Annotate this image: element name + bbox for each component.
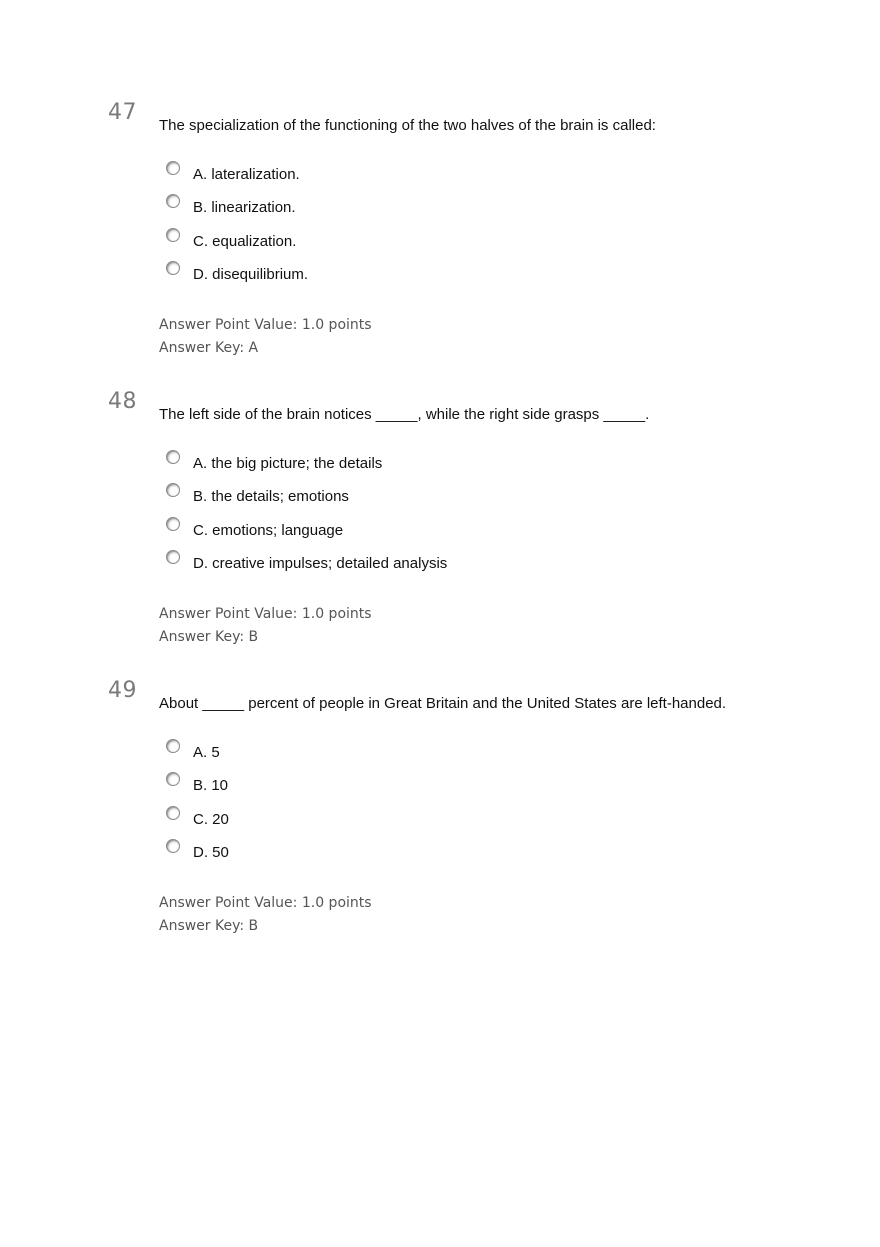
answer-options	[166, 449, 447, 582]
option-label: C. 20	[193, 810, 229, 828]
option-label: B. linearization.	[193, 199, 296, 217]
option-label: A. 5	[193, 744, 220, 761]
option-a[interactable]	[166, 738, 229, 771]
radio-button-icon[interactable]	[166, 550, 180, 564]
radio-button-icon[interactable]	[166, 228, 180, 242]
answer-point-value: Answer Point Value: 1.0 points	[159, 317, 372, 333]
option-label: C. equalization.	[193, 232, 297, 250]
option-label: B. the details; emotions	[193, 488, 349, 506]
option-label: A. the big picture; the details	[193, 455, 383, 472]
answer-meta	[159, 314, 372, 360]
question-number: 47	[108, 100, 137, 125]
radio-button-icon[interactable]	[166, 806, 180, 820]
radio-button-icon[interactable]	[166, 161, 180, 175]
radio-button-icon[interactable]	[166, 517, 180, 531]
option-label: D. disequilibrium.	[193, 265, 309, 283]
answer-meta	[159, 892, 372, 938]
option-label: B. 10	[193, 777, 229, 795]
option-label: A. lateralization.	[193, 166, 300, 183]
question-text: The specialization of the functioning of the two halves of the brain is called:	[159, 117, 656, 134]
question-text: About _____ percent of people in Great Britain and the United States are left-handed.	[159, 695, 727, 712]
answer-key: Answer Key: A	[159, 340, 259, 356]
option-label: D. 50	[193, 843, 229, 861]
radio-button-icon[interactable]	[166, 450, 180, 464]
answer-options	[166, 160, 308, 293]
option-c[interactable]	[166, 227, 308, 260]
option-c[interactable]	[166, 516, 447, 549]
option-a[interactable]	[166, 160, 308, 193]
option-d[interactable]	[166, 838, 229, 871]
answer-meta	[159, 603, 372, 649]
radio-button-icon[interactable]	[166, 839, 180, 853]
answer-options	[166, 738, 229, 871]
radio-button-icon[interactable]	[166, 194, 180, 208]
answer-key: Answer Key: B	[159, 918, 259, 934]
question-text: The left side of the brain notices _____, while the right side grasps _____.	[159, 406, 650, 423]
answer-key: Answer Key: B	[159, 629, 259, 645]
radio-button-icon[interactable]	[166, 261, 180, 275]
option-label: C. emotions; language	[193, 521, 344, 539]
answer-point-value: Answer Point Value: 1.0 points	[159, 606, 372, 622]
option-d[interactable]	[166, 260, 308, 293]
option-b[interactable]	[166, 193, 308, 226]
option-b[interactable]	[166, 482, 447, 515]
option-a[interactable]	[166, 449, 447, 482]
radio-button-icon[interactable]	[166, 739, 180, 753]
option-b[interactable]	[166, 771, 229, 804]
option-label: D. creative impulses; detailed analysis	[193, 554, 448, 572]
option-c[interactable]	[166, 805, 229, 838]
radio-button-icon[interactable]	[166, 772, 180, 786]
question-number: 48	[108, 389, 137, 414]
answer-point-value: Answer Point Value: 1.0 points	[159, 895, 372, 911]
question-number: 49	[108, 678, 137, 703]
option-d[interactable]	[166, 549, 447, 582]
radio-button-icon[interactable]	[166, 483, 180, 497]
